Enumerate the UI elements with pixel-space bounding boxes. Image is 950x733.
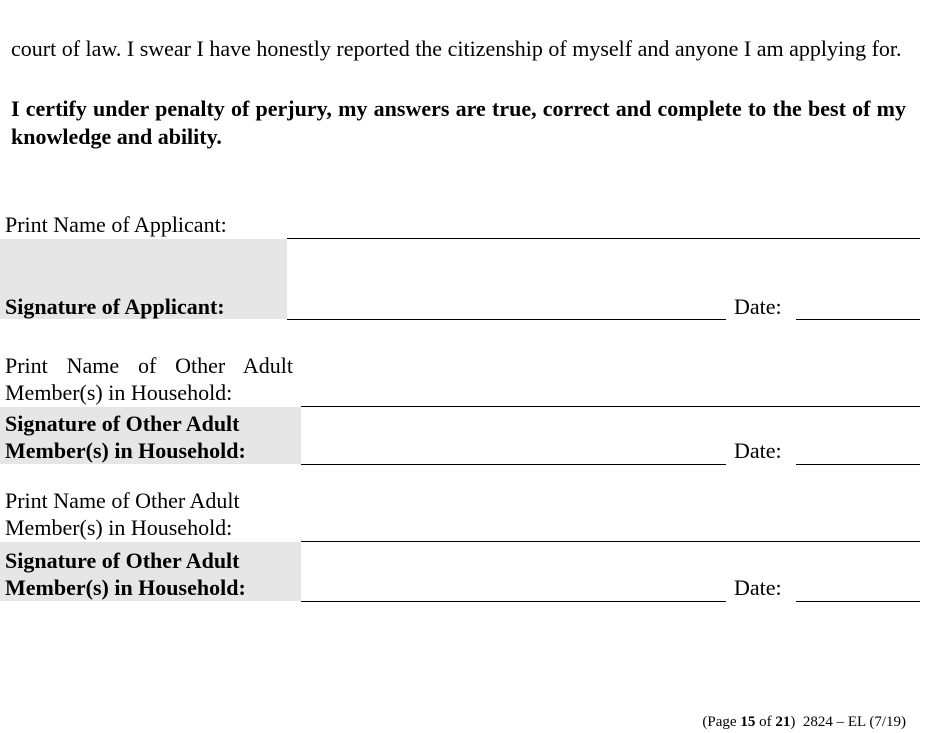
certification-paragraph — [11, 35, 906, 63]
perjury-statement — [11, 95, 906, 151]
page-of: of — [755, 714, 776, 730]
page-total: 21 — [775, 714, 791, 730]
perjury-text: I certify under penalty of perjury, my answers are true, correct and complete to the best of my knowledge and ability. — [11, 96, 906, 149]
other-adult-1-print-name-label-line1: Print Name of Other Adult — [5, 353, 293, 378]
other-adult-2-signature-field[interactable] — [301, 601, 726, 602]
other-adult-2-date-field[interactable] — [796, 601, 920, 602]
other-adult-1-date-label: Date: — [734, 438, 782, 463]
applicant-date-field[interactable] — [796, 319, 920, 320]
other-adult-1-signature-label-line2: Member(s) in Household: — [5, 438, 246, 463]
other-adult-1-print-name-label-line2: Member(s) in Household: — [5, 380, 233, 405]
other-adult-2-print-name-label-line2: Member(s) in Household: — [5, 515, 233, 540]
page-current: 15 — [740, 714, 756, 730]
applicant-signature-field[interactable] — [287, 319, 726, 320]
other-adult-1-signature-field[interactable] — [301, 464, 726, 465]
page-footer — [702, 712, 906, 732]
other-adult-2-signature-label-line1: Signature of Other Adult — [5, 548, 240, 573]
page-suffix: ) — [790, 714, 796, 730]
other-adult-2-signature-label-line2: Member(s) in Household: — [5, 575, 246, 600]
form-id: 2824 – EL (7/19) — [802, 714, 906, 730]
other-adult-1-print-name-field[interactable] — [301, 406, 920, 407]
applicant-print-name-field[interactable] — [287, 238, 920, 239]
certification-text: court of law. I swear I have honestly reported the citizenship of myself and anyone I am applying for. — [11, 36, 902, 61]
other-adult-2-print-name-label-line1: Print Name of Other Adult — [5, 488, 240, 513]
applicant-signature-label: Signature of Applicant: — [5, 294, 225, 319]
other-adult-1-date-field[interactable] — [796, 464, 920, 465]
other-adult-2-date-label: Date: — [734, 575, 782, 600]
other-adult-2-print-name-field[interactable] — [301, 541, 920, 542]
applicant-print-name-label: Print Name of Applicant: — [5, 212, 227, 237]
other-adult-1-signature-label-line1: Signature of Other Adult — [5, 411, 240, 436]
page-prefix: (Page — [702, 714, 741, 730]
applicant-date-label: Date: — [734, 294, 782, 319]
